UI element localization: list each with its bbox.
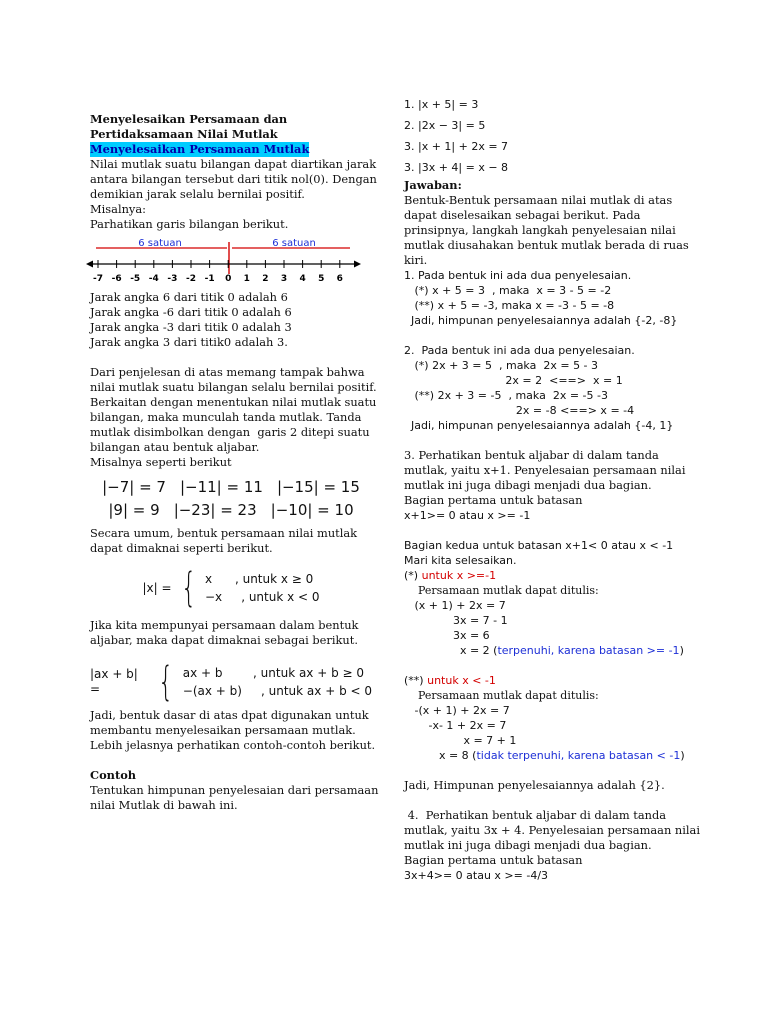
abs-example: |9| = 9	[108, 501, 160, 519]
text-line: Berkaitan dengan menentukan nilai mutlak suatu	[90, 395, 377, 409]
text-line: dapat dimaknai seperti berikut.	[90, 541, 273, 555]
text-line: mutlak ini juga dibagi menjadi dua bagian.	[404, 838, 652, 852]
abs-example: |−7| = 7	[102, 478, 166, 496]
result-value: x = 8 (	[404, 749, 477, 762]
case-2	[404, 673, 704, 763]
axis-arrow-right	[354, 261, 361, 268]
text-line: bilangan, maka munculah tanda mutlak. Tanda	[90, 410, 362, 424]
abs-examples	[90, 480, 372, 518]
axis-tick-label: 0	[225, 274, 232, 284]
case-marker: (**)	[404, 674, 428, 687]
paragraph-2	[90, 365, 377, 470]
axis-tick-label: -1	[204, 274, 215, 284]
solution-2	[404, 343, 704, 433]
text-line: Lebih jelasnya perhatikan contoh-contoh berikut.	[90, 738, 376, 752]
case-result	[404, 748, 704, 763]
text-line: Jadi, himpunan penyelesaiannya adalah {-2, -8}	[404, 314, 678, 327]
definition-abs-x	[90, 565, 372, 611]
case-condition: untuk x < -1	[427, 674, 496, 687]
case-condition: untuk x >=-1	[421, 569, 497, 582]
distance-list	[90, 290, 372, 350]
definition-abs-axb	[90, 659, 372, 705]
case-header	[404, 673, 704, 688]
text-line: Jadi, himpunan penyelesaiannya adalah {-4, 1}	[404, 419, 674, 432]
result-note: terpenuhi, karena batasan >= -1	[497, 644, 680, 657]
case-line: x , untuk x ≥ 0	[204, 572, 314, 586]
axis-tick-label: 2	[262, 274, 269, 284]
solution-1	[404, 268, 704, 328]
case-line: −(ax + b) , untuk ax + b < 0	[182, 684, 372, 698]
text-line: nilai mutlak suatu bilangan selalu bernilai positif.	[90, 380, 377, 394]
text-line: mutlak disimbolkan dengan garis 2 ditepi suatu	[90, 425, 370, 439]
text-line: mutlak, yaitu 3x + 4. Penyelesaian persamaan nilai	[404, 823, 700, 837]
text-line: 3x+4>= 0 atau x >= -4/3	[404, 869, 549, 882]
text-line: Jarak angka -3 dari titik 0 adalah 3	[90, 320, 292, 334]
text-line: 1. Pada bentuk ini ada dua penyelesaian.	[404, 269, 632, 282]
text-line: demikian jarak selalu bernilai positif.	[90, 187, 305, 201]
case-line: ax + b , untuk ax + b ≥ 0	[182, 666, 365, 680]
text-line: Misalnya:	[90, 202, 146, 216]
text-line: 4. Perhatikan bentuk aljabar di dalam tanda	[404, 808, 667, 822]
text-line: -x- 1 + 2x = 7	[404, 719, 507, 732]
axis-tick-label: -4	[148, 274, 159, 284]
axis-tick-label: 5	[318, 274, 325, 284]
text-line: Jarak angka 6 dari titik 0 adalah 6	[90, 290, 288, 304]
axis-tick-label: -3	[167, 274, 178, 284]
text-line: 2x = 2 <==> x = 1	[404, 374, 623, 387]
case-line: −x , untuk x < 0	[204, 590, 320, 604]
axis-tick-label: 4	[299, 274, 306, 284]
abs-examples-row-1	[90, 480, 372, 495]
brace-symbol: {	[158, 659, 174, 705]
text-line: Jadi, bentuk dasar di atas dpat digunakan untuk	[90, 708, 369, 722]
text-line: Parhatikan garis bilangan berikut.	[90, 217, 289, 231]
text-line: antara bilangan tersebut dari titik nol(0). Dengan	[90, 172, 377, 186]
axis-tick-label: 3	[280, 274, 288, 284]
text-line: Bagian pertama untuk batasan	[404, 493, 583, 507]
solution-3-part-2	[404, 538, 704, 568]
text-line: Jarak angka -6 dari titik 0 adalah 6	[90, 305, 292, 319]
solution-4	[404, 808, 704, 883]
text-line: x+1>= 0 atau x >= -1	[404, 509, 531, 522]
text-line: (x + 1) + 2x = 7	[404, 599, 506, 612]
text-line: Secara umum, bentuk persamaan nilai mutlak	[90, 526, 358, 540]
text-line: Mari kita selesaikan.	[404, 554, 517, 567]
text-line: membantu menyelesaikan persamaan mutlak.	[90, 723, 356, 737]
doc-title-line-2: Pertidaksamaan Nilai Mutlak	[90, 127, 278, 141]
definition-cases	[205, 570, 320, 606]
axis-tick-label: -5	[130, 274, 141, 284]
case-result	[404, 643, 704, 658]
right-column	[404, 94, 704, 883]
text-line: aljabar, maka dapat dimaknai sebagai berikut.	[90, 633, 358, 647]
text-line: (**) 2x + 3 = -5 , maka 2x = -5 -3	[404, 389, 608, 402]
contoh-heading: Contoh	[90, 768, 137, 782]
paren-close: )	[679, 644, 684, 657]
text-line: Persamaan mutlak dapat ditulis:	[404, 689, 599, 702]
text-line: 3x = 6	[404, 629, 490, 642]
right-span-label: 6 satuan	[272, 238, 316, 249]
text-line: 3. Perhatikan bentuk aljabar di dalam tanda	[404, 448, 659, 462]
text-line: -(x + 1) + 2x = 7	[404, 704, 510, 717]
left-column	[90, 112, 379, 813]
text-line: Nilai mutlak suatu bilangan dapat diartikan jarak	[90, 157, 377, 171]
abs-example: |−11| = 11	[179, 478, 263, 496]
axis-tick-label: 1	[243, 274, 250, 284]
text-line: Bagian kedua untuk batasan x+1< 0 atau x < -1	[404, 539, 674, 552]
result-note: tidak terpenuhi, karena batasan < -1	[476, 749, 681, 762]
number-line-svg	[86, 238, 366, 288]
problem-equation: 2. |2x − 3| = 5	[404, 119, 486, 132]
brace-symbol: {	[180, 565, 196, 611]
definition-lhs: |x| =	[142, 580, 172, 595]
abs-example: |−23| = 23	[173, 501, 257, 519]
text-line: prinsipnya, langkah langkah penyelesaian nilai	[404, 223, 676, 237]
problem-equation: 1. |x + 5| = 3	[404, 98, 479, 111]
section-heading-highlighted: Menyelesaikan Persamaan Mutlak	[90, 142, 310, 156]
paragraph-4	[90, 618, 372, 648]
abs-example: |−15| = 15	[276, 478, 360, 496]
left-span-label: 6 satuan	[138, 238, 182, 249]
abs-examples-row-2	[90, 503, 372, 518]
solution-3-conclusion: Jadi, Himpunan penyelesaiannya adalah {2}.	[404, 778, 665, 792]
case-header	[404, 568, 704, 583]
text-line: 3x = 7 - 1	[404, 614, 508, 627]
case-1	[404, 568, 704, 658]
doc-title-line-1: Menyelesaikan Persamaan dan	[90, 112, 288, 126]
problem-equations	[404, 94, 704, 178]
text-line: (*) x + 5 = 3 , maka x = 3 - 5 = -2	[404, 284, 612, 297]
axis-arrow-left	[86, 261, 93, 268]
problem-equation: 3. |3x + 4| = x − 8	[404, 161, 509, 174]
text-line: 2. Pada bentuk ini ada dua penyelesaian.	[404, 344, 635, 357]
intro-paragraph	[90, 157, 377, 232]
text-line: mutlak diusahakan bentuk mutlak berada di ruas	[404, 238, 689, 252]
text-line: mutlak ini juga dibagi menjadi dua bagian.	[404, 478, 652, 492]
text-line: bilangan atau bentuk aljabar.	[90, 440, 260, 454]
text-line: kiri.	[404, 253, 428, 267]
text-line: Jarak angka 3 dari titik0 adalah 3.	[90, 335, 288, 349]
text-line: Jika kita mempunyai persamaan dalam bentuk	[90, 618, 359, 632]
text-line: Persamaan mutlak dapat ditulis:	[404, 584, 599, 597]
text-line: mutlak, yaitu x+1. Penyelesaian persamaan nilai	[404, 463, 686, 477]
text-line: Bentuk-Bentuk persamaan nilai mutlak di atas	[404, 193, 673, 207]
text-line: Dari penjelesan di atas memang tampak bahwa	[90, 365, 365, 379]
text-line: Misalnya seperti berikut	[90, 455, 232, 469]
abs-example: |−10| = 10	[270, 501, 354, 519]
jawaban-paragraph	[404, 193, 704, 268]
axis-tick-label: 6	[336, 274, 343, 284]
result-value: x = 2 (	[404, 644, 498, 657]
text-line: dapat diselesaikan sebagai berikut. Pada	[404, 208, 641, 222]
paragraph-5	[90, 708, 376, 753]
paragraph-3	[90, 526, 372, 556]
paren-close: )	[680, 749, 685, 762]
axis-tick-label: -7	[93, 274, 103, 284]
text-line: Tentukan himpunan penyelesaian dari persamaan	[90, 783, 379, 797]
text-line: Bagian pertama untuk batasan	[404, 853, 583, 867]
text-line: x = 7 + 1	[404, 734, 517, 747]
problem-equation: 3. |x + 1| + 2x = 7	[404, 140, 509, 153]
text-line: (**) x + 5 = -3, maka x = -3 - 5 = -8	[404, 299, 615, 312]
case-marker: (*)	[404, 569, 422, 582]
jawaban-heading: Jawaban:	[404, 178, 462, 192]
axis-tick-label: -6	[111, 274, 122, 284]
text-line: nilai Mutlak di bawah ini.	[90, 798, 238, 812]
number-line-figure	[86, 238, 372, 288]
text-line: 2x = -8 <==> x = -4	[404, 404, 635, 417]
axis-tick-label: -2	[186, 274, 196, 284]
solution-3-intro	[404, 448, 704, 523]
definition-cases	[183, 664, 372, 700]
definition-lhs: |ax + b| =	[90, 667, 138, 696]
text-line: (*) 2x + 3 = 5 , maka 2x = 5 - 3	[404, 359, 599, 372]
